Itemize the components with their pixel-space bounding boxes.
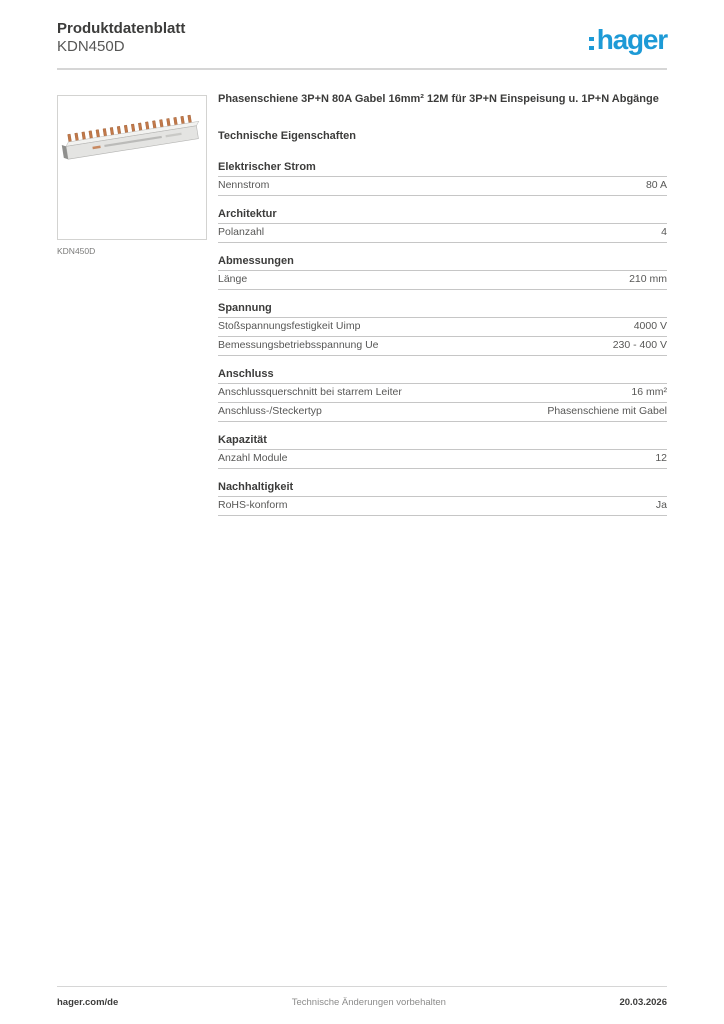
footer-website-link[interactable]: hager.com/de xyxy=(57,997,119,1008)
hager-logo-word: hager xyxy=(596,24,667,55)
tech-section-title: Technische Eigenschaften xyxy=(218,130,356,142)
product-reference: KDN450D xyxy=(57,38,125,55)
spec-value: 16 mm² xyxy=(631,386,667,398)
spec-rows xyxy=(218,177,667,196)
product-image xyxy=(57,95,207,240)
spec-section xyxy=(218,161,667,196)
table-row xyxy=(218,177,667,196)
header-divider xyxy=(57,68,667,70)
table-row xyxy=(218,337,667,356)
spec-value: 12 xyxy=(655,452,667,464)
spec-section-title: Nachhaltigkeit xyxy=(218,481,667,497)
table-row xyxy=(218,497,667,516)
footer xyxy=(57,997,667,1008)
spec-label: RoHS-konform xyxy=(218,499,288,511)
spec-value: 4000 V xyxy=(633,320,667,332)
product-image-caption: KDN450D xyxy=(57,246,96,256)
spec-rows xyxy=(218,224,667,243)
spec-section xyxy=(218,302,667,356)
spec-section-title: Architektur xyxy=(218,208,667,224)
hager-logo xyxy=(589,22,667,54)
table-row xyxy=(218,224,667,243)
spec-value: 80 A xyxy=(645,179,667,191)
header xyxy=(57,20,667,56)
spec-label: Anschlussquerschnitt bei starrem Leiter xyxy=(218,386,402,398)
spec-section xyxy=(218,434,667,469)
spec-label: Länge xyxy=(218,273,248,285)
spec-value: 210 mm xyxy=(629,273,667,285)
spec-label: Bemessungsbetriebsspannung Ue xyxy=(218,339,379,351)
product-image-column xyxy=(57,95,207,256)
footer-date: 20.03.2026 xyxy=(619,997,667,1008)
table-row xyxy=(218,403,667,422)
footer-divider xyxy=(57,986,667,987)
spec-section xyxy=(218,208,667,243)
content-column xyxy=(218,92,667,528)
table-row xyxy=(218,450,667,469)
spec-section-title: Anschluss xyxy=(218,368,667,384)
spec-label: Polanzahl xyxy=(218,226,265,238)
spec-section xyxy=(218,368,667,422)
spec-sections xyxy=(218,161,667,516)
spec-value: 4 xyxy=(661,226,667,238)
spec-section-title: Spannung xyxy=(218,302,667,318)
spec-value: Phasenschiene mit Gabel xyxy=(547,405,667,417)
spec-label: Stoßspannungsfestigkeit Uimp xyxy=(218,320,361,332)
table-row xyxy=(218,271,667,290)
spec-rows xyxy=(218,450,667,469)
spec-rows xyxy=(218,384,667,422)
spec-value: 230 - 400 V xyxy=(612,339,667,351)
spec-label: Nennstrom xyxy=(218,179,270,191)
table-row xyxy=(218,318,667,337)
spec-rows xyxy=(218,318,667,356)
spec-section xyxy=(218,481,667,516)
hager-logo-colon-icon xyxy=(589,37,594,55)
spec-section xyxy=(218,255,667,290)
spec-label: Anschluss-/Steckertyp xyxy=(218,405,322,417)
spec-rows xyxy=(218,271,667,290)
page-title: Produktdatenblatt xyxy=(57,20,186,37)
footer-disclaimer: Technische Änderungen vorbehalten xyxy=(291,997,446,1008)
spec-section-title: Abmessungen xyxy=(218,255,667,271)
spec-value: Ja xyxy=(655,499,667,511)
spec-section-title: Kapazität xyxy=(218,434,667,450)
busbar-illustration xyxy=(58,96,206,239)
spec-section-title: Elektrischer Strom xyxy=(218,161,667,177)
product-description: Phasenschiene 3P+N 80A Gabel 16mm² 12M für 3P+N Einspeisung u. 1P+N Abgänge xyxy=(218,93,659,105)
table-row xyxy=(218,384,667,403)
spec-rows xyxy=(218,497,667,516)
spec-label: Anzahl Module xyxy=(218,452,288,464)
